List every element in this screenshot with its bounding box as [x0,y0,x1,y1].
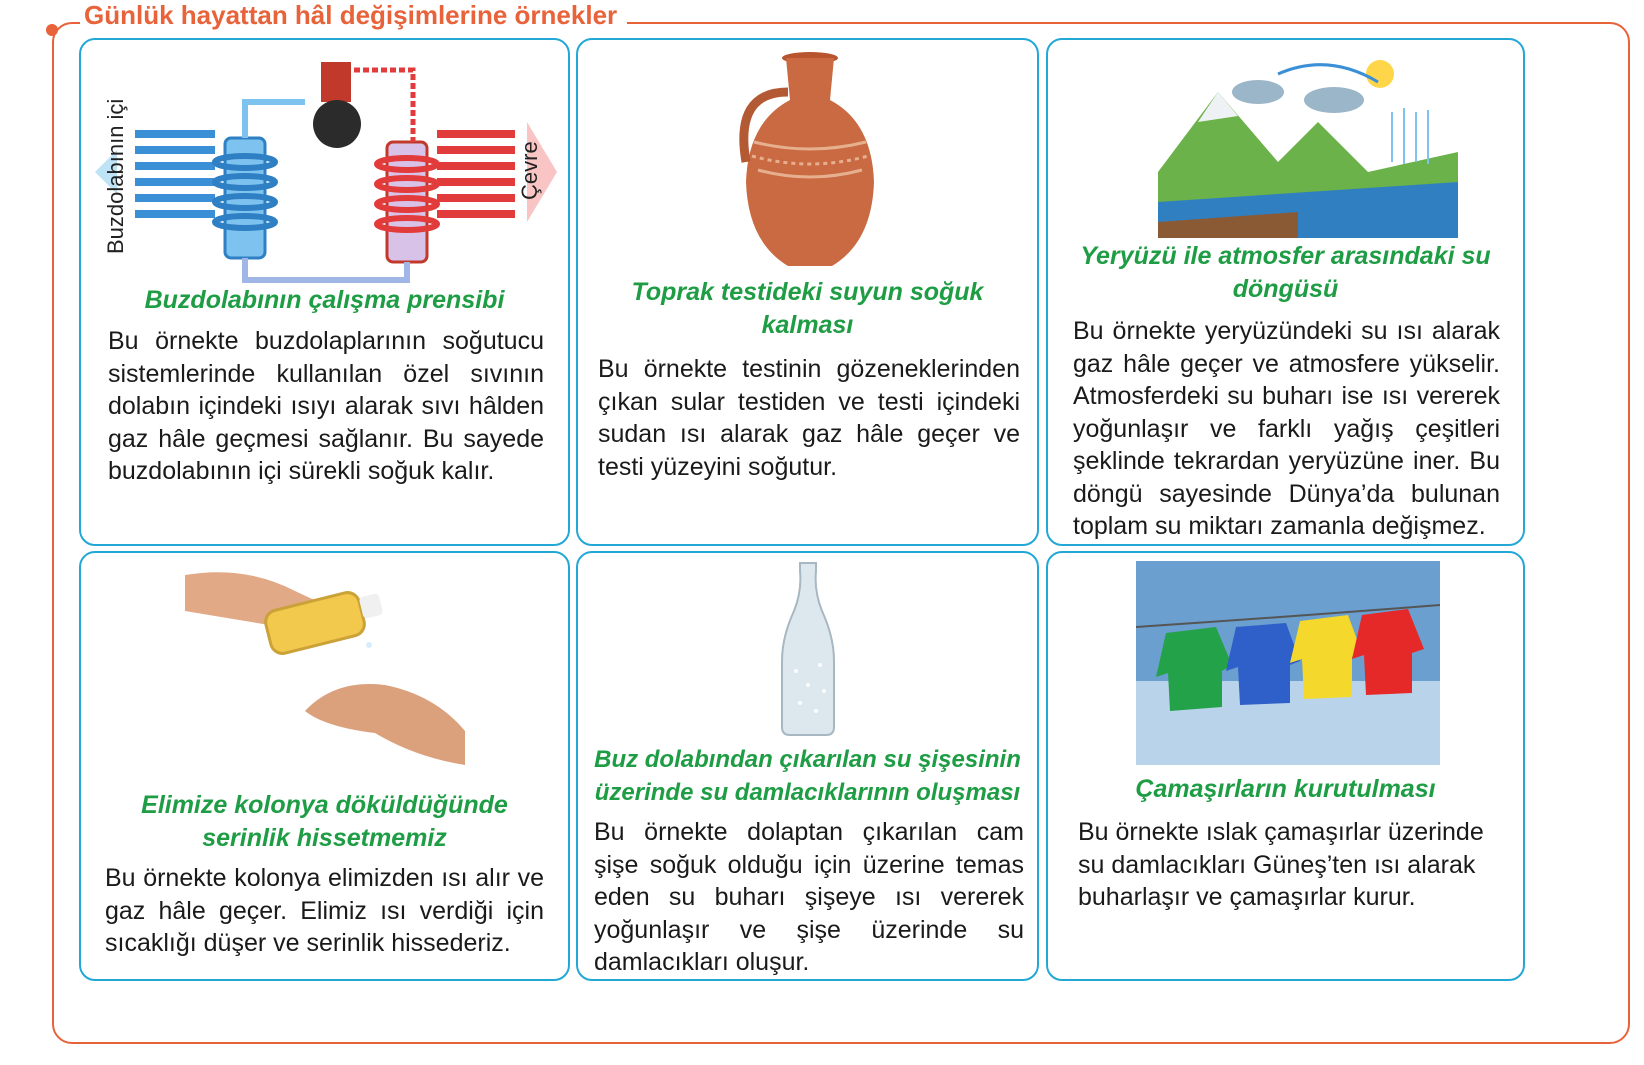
card-refrigerator [79,38,570,546]
card-glass-bottle [576,551,1039,981]
card-title: Toprak testideki suyun soğuk kalması [631,278,984,339]
clay-jug-image [728,52,888,274]
card-body: Bu örnekte ıslak çamaşırlar üzerinde su damlacıkları Güneş’ten ısı alarak buharlaşır ve çamaşırlar kurur. [1078,818,1484,911]
card-body: Bu örnekte yeryüzündeki su ısı alarak gaz hâle geçer ve atmosfere yükselir. Atmosferdeki su buharı ise ısı vererek yoğunlaşır ve farklı yağış çeşitleri şeklinde tekrardan yeryüzüne iner. Bu döngü sayesinde Dünya’da bulunan toplam su miktarı zamanla değişmez. [1073,317,1500,540]
glass-bottle-image [778,561,838,737]
card-title: Yeryüzü ile atmosfer arasındaki su döngüsü [1080,242,1491,303]
card-body: Bu örnekte testinin gözeneklerinden çıkan sular testiden ve testi içindeki sudan ısı alarak gaz hâle geçer ve testi yüzeyini soğutur. [598,355,1020,481]
section-title: Günlük hayattan hâl değişimlerine örnekler [80,0,627,34]
card-cologne [79,551,570,981]
laundry-image [1136,561,1440,765]
refrigerator-diagram [95,52,557,290]
card-laundry [1046,551,1525,981]
card-water-cycle [1046,38,1525,546]
refrigerator-outside-label: Çevre [517,141,542,200]
card-title: Elimize kolonya döküldüğünde serinlik hissetmemiz [141,791,508,852]
refrigerator-inside-label: Buzdolabının içi [103,98,128,254]
card-title: Çamaşırların kurutulması [1135,775,1436,803]
card-body: Bu örnekte dolaptan çıkarılan cam şişe soğuk olduğu için üzerine temas eden su buharı şişeye ısı vererek yoğunlaşır ve şişe üzerinde su damlacıkları oluşur. [594,818,1024,976]
card-title: Buz dolabından çıkarılan su şişesinin üzerinde su damlacıklarının oluşması [594,746,1021,806]
card-clay-jug [576,38,1039,546]
cologne-hands-image [185,561,465,765]
water-cycle-image [1158,52,1458,238]
card-body: Bu örnekte buzdolaplarının soğutucu sistemlerinde kullanılan özel sıvının dolabın içindeki ısıyı alarak sıvı hâlden gaz hâle geçmesi sağlanır. Bu sayede buzdolabının içi sürekli soğuk kalır. [108,327,544,485]
frame-bullet [46,24,58,36]
card-title: Buzdolabının çalışma prensibi [144,286,505,314]
card-body: Bu örnekte kolonya elimizden ısı alır ve gaz hâle geçer. Elimiz ısı verdiği için sıcaklığı düşer ve serinlik hissederiz. [105,864,544,957]
